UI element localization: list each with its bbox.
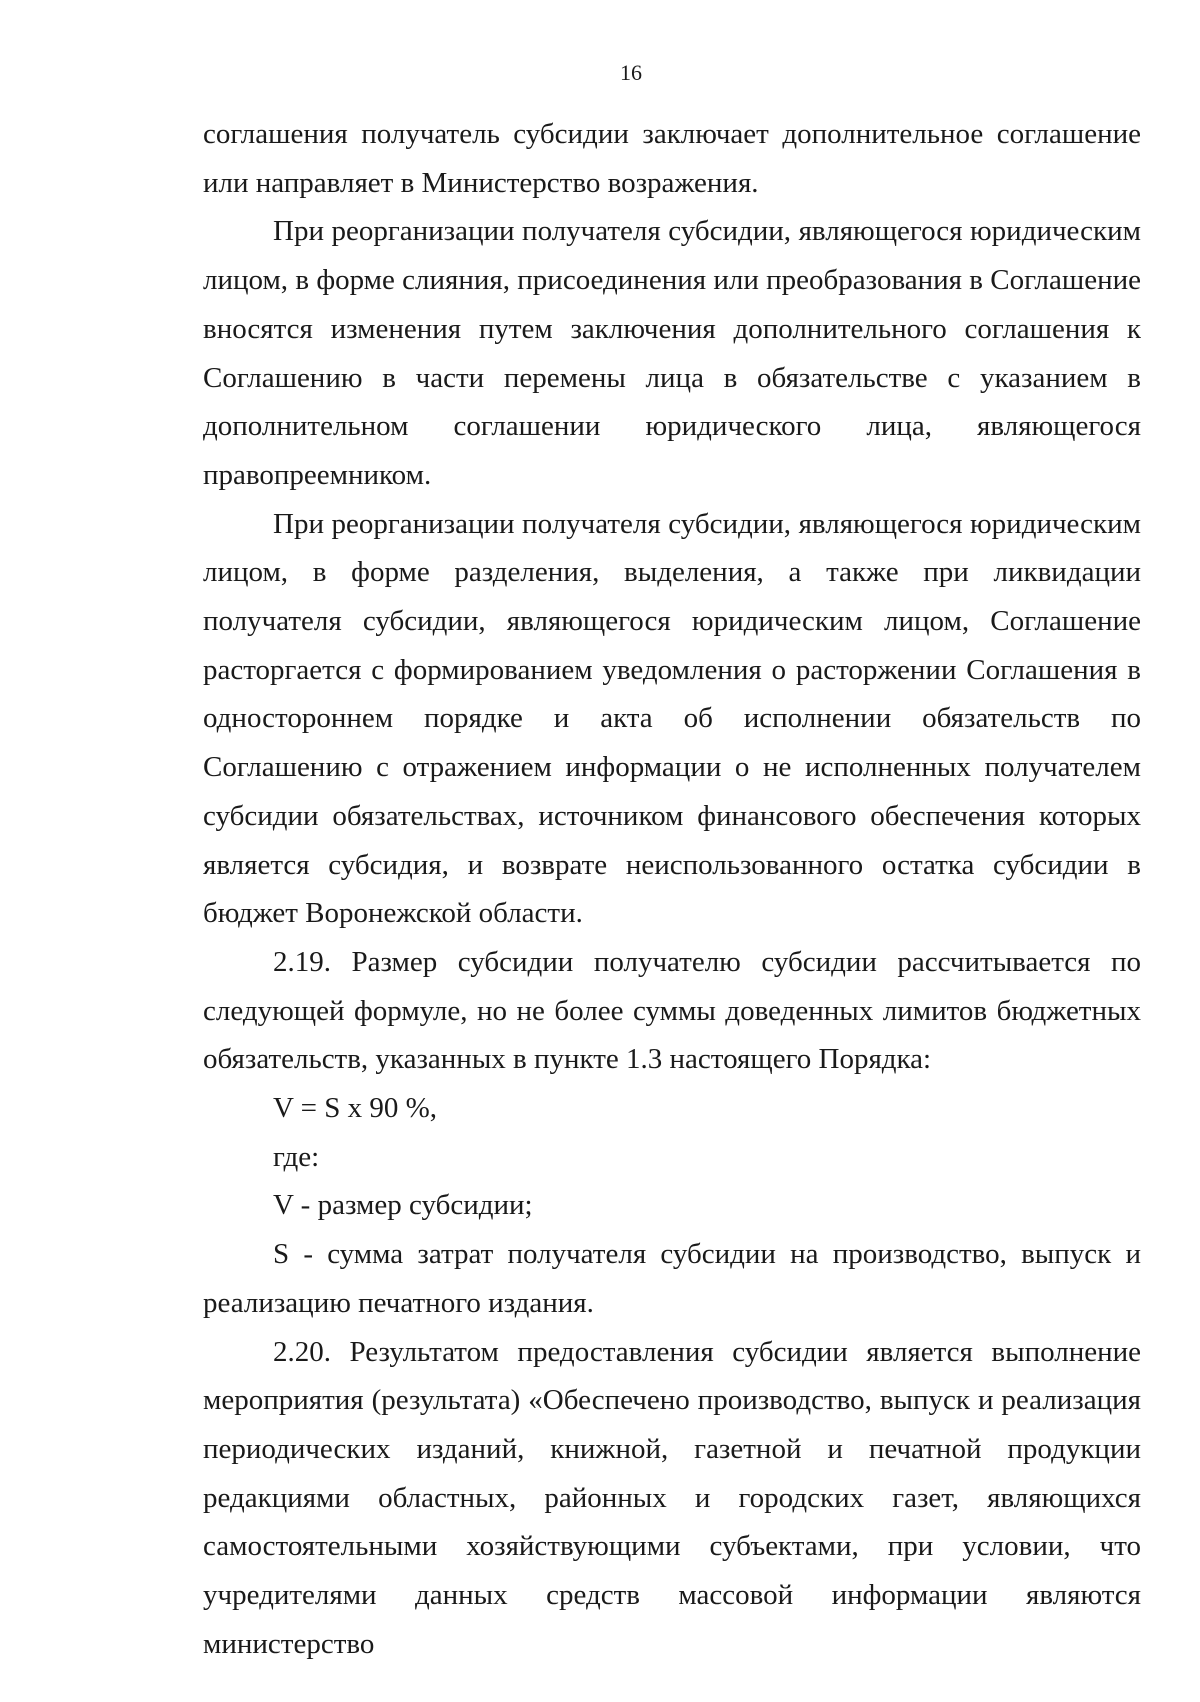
paragraph-clause-2-20: 2.20. Результатом предоставления субсидии является выполнение мероприятия (результата) «Обеспечено производство, выпуск и реализация периодических изданий, книжной, газетной и печатной продукции редакциями областных, районных и городских газет, являющихся самостоятельными хозяйствующими субъектами, при условии, что учредителями данных средств массовой информации являются министерство bbox=[203, 1335, 1141, 1660]
formula-where: где: bbox=[273, 1140, 320, 1173]
formula: V = S x 90 %, bbox=[273, 1092, 438, 1125]
document-body bbox=[203, 110, 1141, 1669]
paragraph-reorganization-division: При реорганизации получателя субсидии, являющегося юридическим лицом, в форме разделения, выделения, а также при ликвидации получателя субсидии, являющегося юридическим лицом, Соглашение расторгается с формированием уведомления о расторжении Соглашения в одностороннем порядке и акта об исполнении обязательств по Соглашению с отражением информации о не исполненных получателем субсидии обязательствах, источником финансового обеспечения которых является субсидия, и возврате неиспользованного остатка субсидии в бюджет Воронежской области. bbox=[203, 507, 1141, 930]
formula-definition-s: S - сумма затрат получателя субсидии на производство, выпуск и реализацию печатного издания. bbox=[203, 1238, 1141, 1319]
formula-definition-v: V - размер субсидии; bbox=[273, 1189, 533, 1222]
page-number: 16 bbox=[620, 60, 642, 85]
paragraph-clause-2-19: 2.19. Размер субсидии получателю субсидии рассчитывается по следующей формуле, но не более суммы доведенных лимитов бюджетных обязательств, указанных в пункте 1.3 настоящего Порядка: bbox=[203, 945, 1141, 1076]
paragraph-reorganization-merger: При реорганизации получателя субсидии, являющегося юридическим лицом, в форме слияния, присоединения или преобразования в Соглашение вносятся изменения путем заключения дополнительного соглашения к Соглашению в части перемены лица в обязательстве с указанием в дополнительном соглашении юридического лица, являющегося правопреемником. bbox=[203, 215, 1141, 491]
paragraph-continuation: соглашения получатель субсидии заключает дополнительное соглашение или направляет в Министерство возражения. bbox=[203, 118, 1141, 199]
